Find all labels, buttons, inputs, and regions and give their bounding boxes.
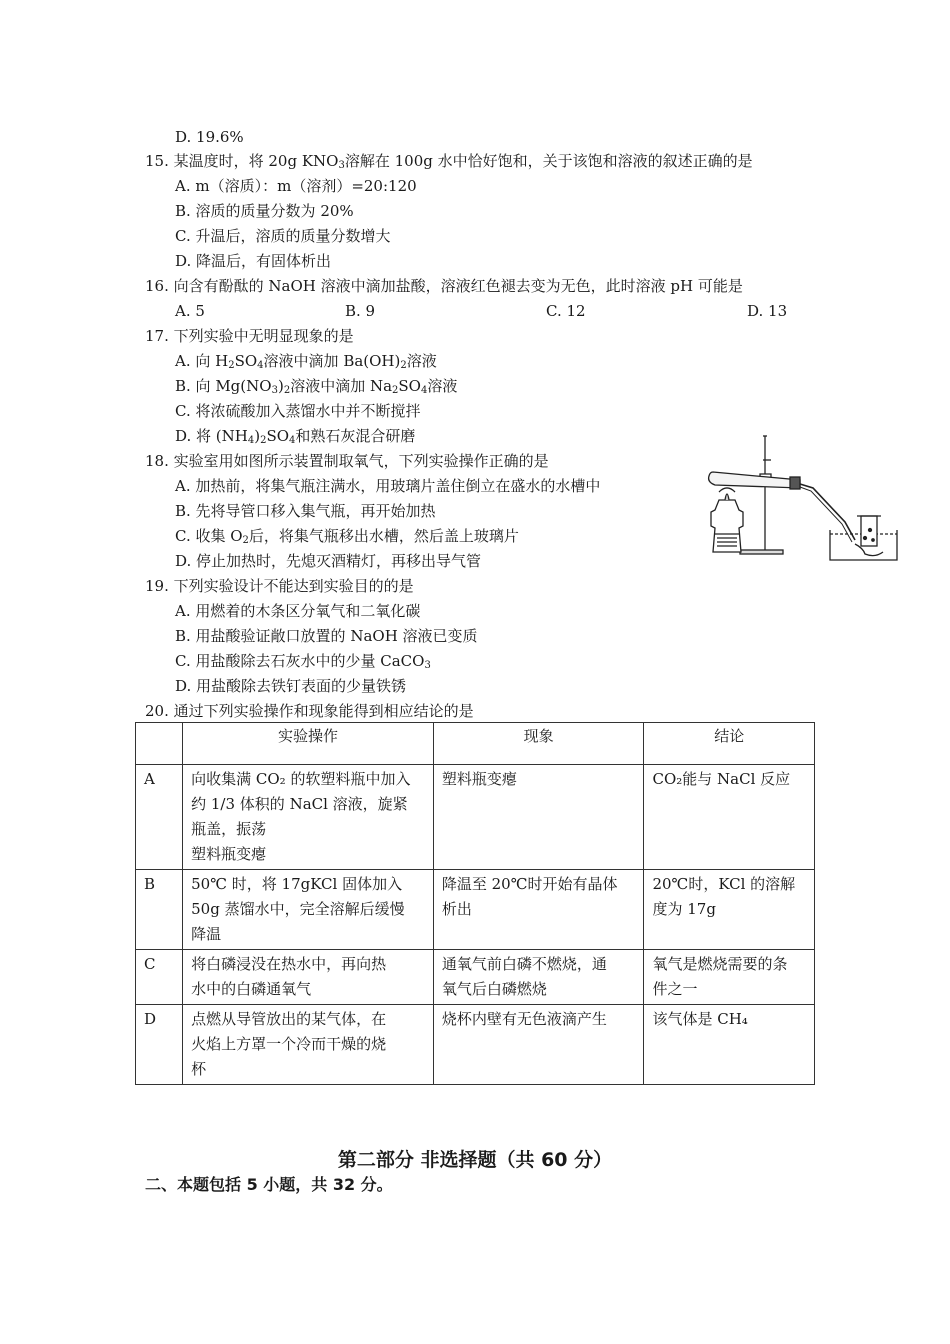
row-phenomenon: 烧杯内壁有无色液滴产生 bbox=[433, 1005, 644, 1085]
table-row-c bbox=[136, 950, 815, 1005]
q19-option-a: A. 用燃着的木条区分氧气和二氧化碳 bbox=[175, 602, 421, 620]
q20-table bbox=[135, 722, 815, 1085]
row-operation: 50℃ 时，将 17gKCl 固体加入 50g 蒸馏水中，完全溶解后缓慢 降温 bbox=[183, 870, 434, 950]
q17-option-c: C. 将浓硫酸加入蒸馏水中并不断搅拌 bbox=[175, 402, 421, 420]
q18-option-c: C. 收集 $O_2$后，将集气瓶移出水槽，然后盖上玻璃片 bbox=[175, 527, 519, 546]
q17-stem: 17. 下列实验中无明显现象的是 bbox=[145, 327, 354, 345]
q16-option-c: C. 12 bbox=[546, 302, 586, 320]
row-conclusion: 该气体是 CH₄ bbox=[644, 1005, 815, 1085]
row-label: A bbox=[136, 765, 183, 870]
q17-option-a: A. 向 $H_2SO_4$溶液中滴加 $Ba(OH)_2$溶液 bbox=[175, 352, 437, 371]
row-conclusion: CO₂能与 NaCl 反应 bbox=[644, 765, 815, 870]
q16-option-a: A. 5 bbox=[175, 302, 205, 320]
table-header-phenomenon: 现象 bbox=[433, 723, 644, 765]
q17-option-d: D. 将 $(NH_4)_2SO_4$和熟石灰混合研磨 bbox=[175, 427, 416, 446]
q20-stem: 20. 通过下列实验操作和现象能得到相应结论的是 bbox=[145, 702, 474, 720]
row-operation: 将白磷浸没在热水中，再向热 水中的白磷通氧气 bbox=[183, 950, 434, 1005]
section2-title: 第二部分 非选择题（共 60 分） bbox=[337, 1149, 613, 1171]
row-operation: 点燃从导管放出的某气体，在 火焰上方罩一个冷而干燥的烧 杯 bbox=[183, 1005, 434, 1085]
q19-option-b: B. 用盐酸验证敞口放置的 NaOH 溶液已变质 bbox=[175, 627, 478, 645]
q15-option-d: D. 降温后，有固体析出 bbox=[175, 252, 332, 270]
row-phenomenon: 塑料瓶变瘪 bbox=[433, 765, 644, 870]
row-phenomenon: 通氧气前白磷不燃烧，通 氧气后白磷燃烧 bbox=[433, 950, 644, 1005]
table-row-a bbox=[136, 765, 815, 870]
q16-option-d: D. 13 bbox=[747, 302, 788, 320]
row-label: B bbox=[136, 870, 183, 950]
alcohol-lamp bbox=[711, 500, 743, 552]
section2-subtitle: 二、本题包括 5 小题，共 32 分。 bbox=[145, 1175, 393, 1194]
table-row-d bbox=[136, 1005, 815, 1085]
test-tube bbox=[709, 472, 800, 488]
oxygen-apparatus-figure bbox=[705, 430, 900, 565]
table-header-blank bbox=[136, 723, 183, 765]
row-label: C bbox=[136, 950, 183, 1005]
q18-option-a: A. 加热前，将集气瓶注满水，用玻璃片盖住倒立在盛水的水槽中 bbox=[175, 477, 601, 495]
q19-option-d: D. 用盐酸除去铁钉表面的少量铁锈 bbox=[175, 677, 407, 695]
table-row-b bbox=[136, 870, 815, 950]
q16-option-b: B. 9 bbox=[345, 302, 376, 320]
row-operation: 向收集满 CO₂ 的软塑料瓶中加入 约 1/3 体积的 NaCl 溶液，旋紧 瓶盖，振荡 塑料瓶变瘪 bbox=[183, 765, 434, 870]
q18-stem: 18. 实验室用如图所示装置制取氧气，下列实验操作正确的是 bbox=[145, 452, 549, 470]
q18-option-d: D. 停止加热时，先熄灭酒精灯，再移出导气管 bbox=[175, 552, 482, 570]
q17-option-b: B. 向 $Mg(NO_3)_2$溶液中滴加 $Na_2SO_4$溶液 bbox=[175, 377, 458, 396]
q19-option-c: C. 用盐酸除去石灰水中的少量 CaCO$_3$ bbox=[175, 652, 431, 671]
q14-option-d: D. 19.6% bbox=[175, 128, 244, 146]
row-label: D bbox=[136, 1005, 183, 1085]
q15-option-a: A. m（溶质）：m（溶剂）=20:120 bbox=[175, 177, 417, 195]
q19-stem: 19. 下列实验设计不能达到实验目的的是 bbox=[145, 577, 414, 595]
table-header-row bbox=[136, 723, 815, 765]
table-header-conclusion: 结论 bbox=[644, 723, 815, 765]
q16-stem: 16. 向含有酚酞的 NaOH 溶液中滴加盐酸，溶液红色褪去变为无色，此时溶液 pH 可能是 bbox=[145, 277, 743, 295]
q16-options bbox=[175, 301, 795, 321]
q15-option-c: C. 升温后，溶质的质量分数增大 bbox=[175, 227, 391, 245]
q18-option-b: B. 先将导管口移入集气瓶，再开始加热 bbox=[175, 502, 436, 520]
q15-option-b: B. 溶质的质量分数为 20% bbox=[175, 202, 354, 220]
row-conclusion: 氧气是燃烧需要的条 件之一 bbox=[644, 950, 815, 1005]
table-header-operation: 实验操作 bbox=[183, 723, 434, 765]
q15-stem: 15. 某温度时，将 20g $KNO_3$溶解在 100g 水中恰好饱和，关于该饱和溶液的叙述正确的是 bbox=[145, 152, 753, 171]
row-conclusion: 20℃时，KCl 的溶解 度为 17g bbox=[644, 870, 815, 950]
row-phenomenon: 降温至 20℃时开始有晶体 析出 bbox=[433, 870, 644, 950]
